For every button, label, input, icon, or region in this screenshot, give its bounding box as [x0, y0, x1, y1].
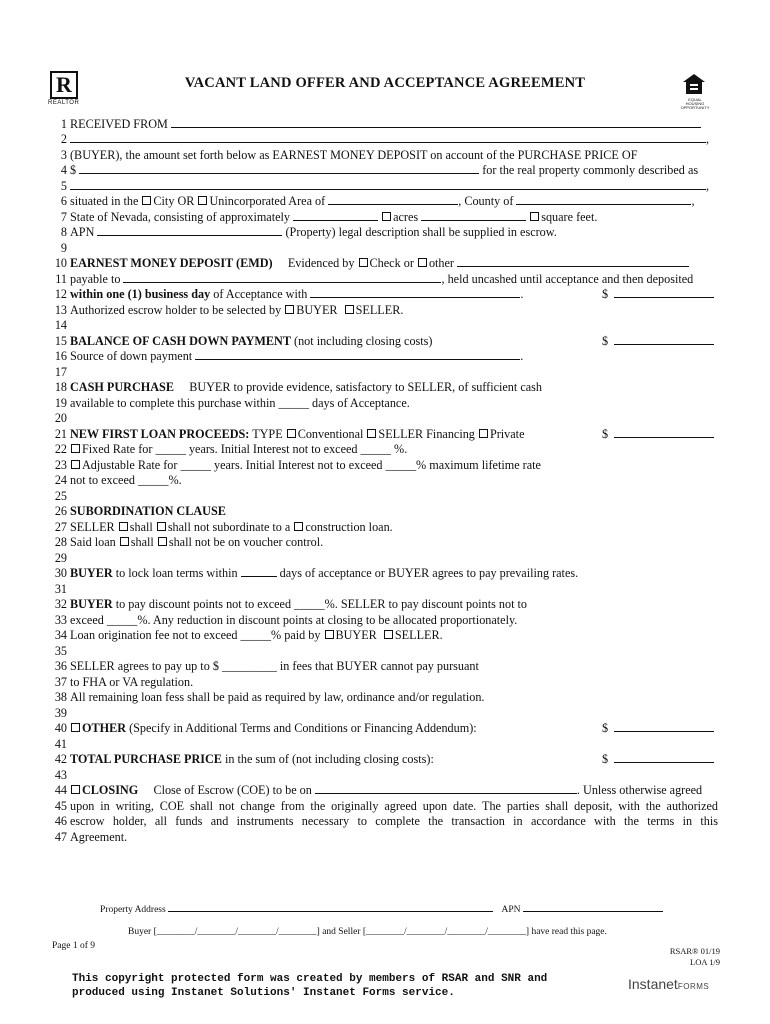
line-1: 1 RECEIVED FROM — [52, 116, 718, 132]
line-44: 44 CLOSING Close of Escrow (COE) to be on . Unless otherwise agreed — [54, 783, 703, 797]
seller-shall-checkbox[interactable] — [119, 522, 128, 531]
down-payment-amount-field[interactable] — [614, 333, 714, 345]
other-checkbox[interactable] — [71, 723, 80, 732]
line-31: 31 — [54, 582, 67, 596]
line-29: 29 — [54, 551, 67, 565]
emd-amount-field[interactable] — [614, 286, 714, 298]
line-25: 25 — [54, 489, 67, 503]
escrow-buyer-checkbox[interactable] — [285, 305, 294, 314]
unincorporated-checkbox[interactable] — [198, 196, 207, 205]
line-2: 2 , — [60, 132, 710, 146]
line-33: 33 exceed _____%. Any reduction in discount points at closing to be allocated proportionately. — [54, 613, 518, 627]
line-23: 23 Adjustable Rate for _____ years. Initial Interest not to exceed _____% maximum lifetime rate — [54, 458, 541, 472]
initials-row — [128, 926, 607, 938]
line-39: 39 — [54, 706, 67, 720]
line-41: 41 — [54, 737, 67, 751]
line-9: 9 — [60, 241, 67, 255]
line-40: 40 OTHER (Specify in Additional Terms and Conditions or Financing Addendum): $ — [52, 720, 718, 736]
document-title: VACANT LAND OFFER AND ACCEPTANCE AGREEMENT — [184, 75, 586, 91]
square-feet-field[interactable] — [421, 209, 526, 221]
line-3: 3 (BUYER), the amount set forth below as EARNEST MONEY DEPOSIT on account of the PURCHASE PRICE OF — [60, 148, 638, 162]
square-feet-checkbox[interactable] — [530, 212, 539, 221]
fixed-rate-checkbox[interactable] — [71, 444, 80, 453]
private-checkbox[interactable] — [479, 429, 488, 438]
line-10: 10 EARNEST MONEY DEPOSIT (EMD) Evidenced by Check or other — [52, 255, 718, 271]
line-38: 38 All remaining loan fess shall be paid as required by law, ordinance and/or regulation. — [54, 690, 485, 704]
line-28: 28 Said loan shall shall not be on voucher control. — [54, 535, 324, 549]
coe-date-field[interactable] — [315, 782, 577, 794]
loan-amount-field[interactable] — [614, 426, 714, 438]
line-14: 14 — [54, 318, 67, 332]
line-8: 8 APN (Property) legal description shall be supplied in escrow. — [60, 225, 557, 239]
line-17: 17 — [54, 365, 67, 379]
property-address-row: Property Address APN — [100, 902, 663, 916]
line-46: 46 escrow holder, all funds and instruments necessary to complete the transaction in accordance with the terms in this — [54, 814, 718, 828]
line-20: 20 — [54, 411, 67, 425]
line-43: 43 — [54, 768, 67, 782]
line-5: 5 , — [60, 179, 710, 193]
loan-shall-checkbox[interactable] — [120, 537, 129, 546]
seller-initials[interactable]: and Seller [________/________/________/________] have read this page. — [322, 927, 607, 937]
instanet-forms-logo: InstanetFORMS — [628, 976, 710, 992]
line-7: 7 State of Nevada, consisting of approximately acres square feet. — [60, 210, 598, 224]
deposit-holder-field[interactable] — [310, 286, 520, 298]
line-16: 16 Source of down payment . — [54, 349, 524, 363]
city-checkbox[interactable] — [142, 196, 151, 205]
conventional-checkbox[interactable] — [287, 429, 296, 438]
line-42: 42 TOTAL PURCHASE PRICE in the sum of (not including closing costs): $ — [52, 751, 718, 767]
seller-financing-checkbox[interactable] — [367, 429, 376, 438]
property-address-field[interactable] — [168, 902, 493, 912]
other-deposit-field[interactable] — [457, 255, 689, 267]
copyright-notice: This copyright protected form was created by members of RSAR and SNR and produced using Instanet Solutions' Instanet Forms service. — [72, 973, 548, 999]
construction-loan-checkbox[interactable] — [294, 522, 303, 531]
footer-apn-field[interactable] — [523, 902, 663, 912]
lock-days-field[interactable] — [241, 565, 277, 577]
closing-checkbox[interactable] — [71, 785, 80, 794]
realtor-logo-text: REALTOR — [48, 100, 80, 106]
payable-to-field[interactable] — [123, 271, 441, 283]
down-payment-source-field[interactable] — [195, 348, 520, 360]
received-from-field[interactable] — [171, 116, 701, 128]
line-24: 24 not to exceed _____%. — [54, 473, 182, 487]
escrow-seller-checkbox[interactable] — [345, 305, 354, 314]
county-field[interactable] — [516, 193, 691, 205]
line-15: 15 BALANCE OF CASH DOWN PAYMENT (not including closing costs) $ — [52, 333, 718, 349]
line-32: 32 BUYER to pay discount points not to exceed _____%. SELLER to pay discount points not to — [54, 597, 528, 611]
line-22: 22 Fixed Rate for _____ years. Initial Interest not to exceed _____ %. — [54, 442, 408, 456]
received-from-field-2[interactable] — [70, 131, 706, 143]
line-36: 36 SELLER agrees to pay up to $ _________ in fees that BUYER cannot pay pursuant — [54, 659, 479, 673]
other-amount-field[interactable] — [614, 720, 714, 732]
line-6: 6 situated in the City OR Unincorporated Area of , County of , — [60, 194, 695, 208]
line-45: 45 upon in writing, COE shall not change from the originally agreed upon date. The parties shall deposit, with the authorized — [54, 799, 718, 813]
line-35: 35 — [54, 644, 67, 658]
seller-shall-not-checkbox[interactable] — [157, 522, 166, 531]
buyer-initials[interactable]: Buyer [________/________/________/________] — [128, 927, 320, 937]
realtor-logo: R — [50, 71, 78, 99]
apn-field[interactable] — [97, 224, 282, 236]
line-26: 26 SUBORDINATION CLAUSE — [54, 504, 226, 518]
loan-shall-not-checkbox[interactable] — [158, 537, 167, 546]
acreage-field[interactable] — [293, 209, 378, 221]
property-description-field[interactable] — [70, 178, 706, 190]
acres-checkbox[interactable] — [382, 212, 391, 221]
equal-housing-text: EQUAL HOUSING OPPORTUNITY — [680, 97, 710, 110]
line-34: 34 Loan origination fee not to exceed _____% paid by BUYER SELLER. — [54, 628, 443, 642]
line-13: 13 Authorized escrow holder to be selected by BUYER SELLER. — [54, 303, 404, 317]
form-id: LOA 1/9 — [690, 957, 720, 967]
total-price-field[interactable] — [614, 751, 714, 763]
origination-seller-checkbox[interactable] — [384, 630, 393, 639]
line-30: 30 BUYER to lock loan terms within days of acceptance or BUYER agrees to pay prevailing rates. — [54, 566, 579, 580]
line-47: 47 Agreement. — [54, 830, 128, 844]
line-18: 18 CASH PURCHASE BUYER to provide evidence, satisfactory to SELLER, of sufficient cash — [54, 380, 542, 394]
area-field[interactable] — [328, 193, 458, 205]
line-27: 27 SELLER shall shall not subordinate to a construction loan. — [54, 520, 393, 534]
other-deposit-checkbox[interactable] — [418, 258, 427, 267]
line-37: 37 to FHA or VA regulation. — [54, 675, 194, 689]
purchase-price-field[interactable] — [79, 162, 479, 174]
line-12: 12 within one (1) business day of Acceptance with . $ — [52, 286, 718, 302]
line-11: 11 payable to , held uncashed until acceptance and then deposited — [55, 272, 694, 286]
origination-buyer-checkbox[interactable] — [325, 630, 334, 639]
adjustable-rate-checkbox[interactable] — [71, 460, 80, 469]
line-4: 4 $ for the real property commonly described as — [60, 163, 699, 177]
line-21: 21 NEW FIRST LOAN PROCEEDS: TYPE Conventional SELLER Financing Private $ — [52, 426, 718, 442]
check-checkbox[interactable] — [359, 258, 368, 267]
page-number: Page 1 of 9 — [52, 941, 96, 951]
form-code: RSAR® 01/19 — [669, 946, 720, 956]
line-19: 19 available to complete this purchase within _____ days of Acceptance. — [54, 396, 410, 410]
